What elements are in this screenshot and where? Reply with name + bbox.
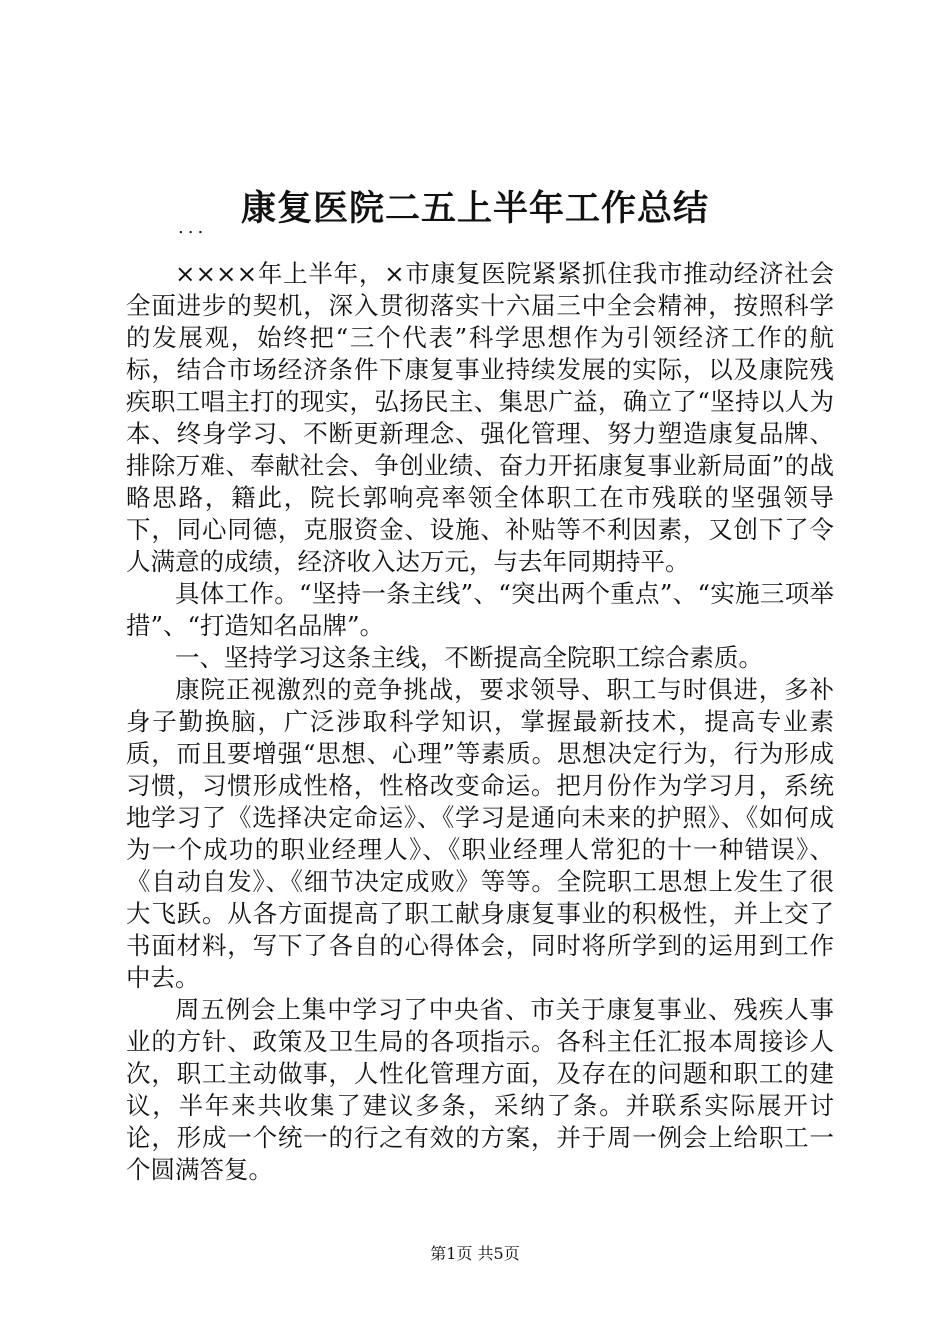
- page-footer: 第1页 共5页: [430, 1244, 520, 1263]
- document-title: 康复医院二五上半年工作总结: [240, 188, 709, 229]
- paragraph-weekly-meeting: 周五例会上集中学习了中央省、市关于康复事业、残疾人事业的方针、政策及卫生局的各项指示。各科主任汇报本周接诊人次，职工主动做事，人性化管理方面，及存在的问题和职工的建议，半年来共收集了建议多条，采纳了条。并联系实际展开讨论，形成一个统一的行之有效的方案，并于周一例会上给职工一个圆满答复。: [126, 995, 834, 1184]
- paragraph-learning: 康院正视激烈的竞争挑战，要求领导、职工与时俱进，多补身子勤换脑，广泛涉取科学知识，掌握最新技术，提高专业素质，而且要增强“思想、心理”等素质。思想决定行为，行为形成习惯，习惯形成性格，性格改变命运。把月份作为学习月，系统地学习了《选择决定命运》、《学习是通向未来的护照》、《如何成为一个成功的职业经理人》、《职业经理人常犯的十一种错误》、《自动自发》、《细节决定成败》等等。全院职工思想上发生了很大飞跃。从各方面提高了职工献身康复事业的积极性，并上交了书面材料，写下了各自的心得体会，同时将所学到的运用到工作中去。: [126, 675, 834, 992]
- paragraph-intro: ××××年上半年，×市康复医院紧紧抓住我市推动经济社会全面进步的契机，深入贯彻落实十六届三中全会精神，按照科学的发展观，始终把“三个代表”科学思想作为引领经济工作的航标，结合市场经济条件下康复事业持续发展的实际，以及康院残疾职工唱主打的现实，弘扬民主、集思广益，确立了“坚持以人为本、终身学习、不断更新理念、强化管理、努力塑造康复品牌、排除万难、奉献社会、争创业绩、奋力开拓康复事业新局面”的战略思路，籍此，院长郭响亮率领全体职工在市残联的坚强领导下，同心同德，克服资金、设施、补贴等不利因素，又创下了令人满意的成绩，经济收入达万元，与去年同期持平。: [126, 259, 834, 576]
- paragraph-overview: 具体工作。“坚持一条主线”、“突出两个重点”、“实施三项举措”、“打造知名品牌”。: [126, 579, 834, 640]
- document-body: [126, 258, 834, 1186]
- paragraph-section-heading: 一、坚持学习这条主线，不断提高全院职工综合素质。: [175, 643, 763, 672]
- ellipsis-marker: ...: [178, 217, 208, 238]
